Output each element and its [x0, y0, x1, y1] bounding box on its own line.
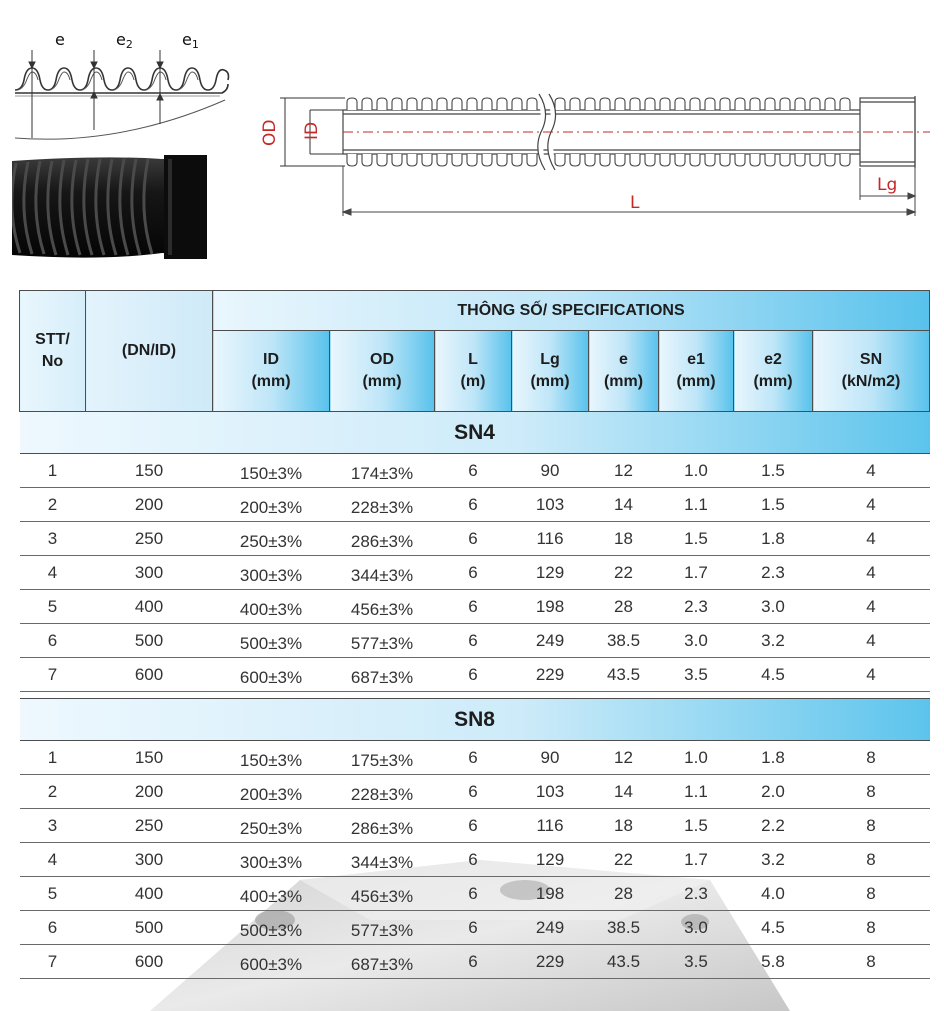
- l-label: L: [630, 193, 640, 213]
- table-cell: 250±3%: [213, 809, 330, 843]
- table-cell: 250: [86, 809, 213, 843]
- table-cell: 400: [86, 590, 213, 624]
- table-cell: 8: [813, 911, 930, 945]
- column-header-e2: [734, 331, 813, 412]
- table-cell: 4.5: [734, 658, 813, 692]
- column-header-sn: [813, 331, 930, 412]
- table-cell: 687±3%: [330, 658, 435, 692]
- corrugations-bottom: [347, 154, 850, 166]
- table-cell: 4: [813, 488, 930, 522]
- table-cell: 4: [20, 556, 86, 590]
- table-cell: 300±3%: [213, 843, 330, 877]
- table-cell: 1.8: [734, 741, 813, 775]
- column-unit: (m): [460, 373, 486, 390]
- table-row: [20, 488, 930, 522]
- table-cell: 6: [435, 843, 512, 877]
- table-cell: 14: [589, 488, 659, 522]
- table-row: [20, 624, 930, 658]
- table-cell: 18: [589, 522, 659, 556]
- column-header-od: [330, 331, 435, 412]
- table-cell: 400: [86, 877, 213, 911]
- table-cell: 3.5: [659, 945, 734, 979]
- table-cell: 3.0: [734, 590, 813, 624]
- table-cell: 600: [86, 658, 213, 692]
- table-cell: 200±3%: [213, 775, 330, 809]
- table-cell: 200±3%: [213, 488, 330, 522]
- table-cell: 7: [20, 945, 86, 979]
- table-cell: 286±3%: [330, 522, 435, 556]
- specification-table: [19, 290, 930, 979]
- table-cell: 1.0: [659, 741, 734, 775]
- table-cell: 103: [512, 775, 589, 809]
- table-cell: 577±3%: [330, 624, 435, 658]
- column-name: e1: [687, 351, 705, 368]
- table-cell: 6: [435, 488, 512, 522]
- table-cell: 229: [512, 945, 589, 979]
- table-cell: 1.5: [734, 488, 813, 522]
- table-cell: 286±3%: [330, 809, 435, 843]
- table-cell: 5.8: [734, 945, 813, 979]
- table-cell: 1: [20, 741, 86, 775]
- column-header-e: [589, 331, 659, 412]
- od-label: OD: [260, 119, 280, 146]
- column-unit: (mm): [362, 373, 402, 390]
- table-cell: 1.1: [659, 775, 734, 809]
- table-cell: 250: [86, 522, 213, 556]
- table-cell: 150: [86, 454, 213, 488]
- header-dn: (DN/ID): [86, 291, 213, 412]
- table-cell: 3: [20, 809, 86, 843]
- table-cell: 129: [512, 556, 589, 590]
- table-cell: 8: [813, 877, 930, 911]
- table-cell: 1.5: [734, 454, 813, 488]
- table-cell: 3.5: [659, 658, 734, 692]
- table-cell: 456±3%: [330, 590, 435, 624]
- table-cell: 1.5: [659, 809, 734, 843]
- table-cell: 600: [86, 945, 213, 979]
- table-cell: 300±3%: [213, 556, 330, 590]
- table-cell: 687±3%: [330, 945, 435, 979]
- table-cell: 6: [435, 809, 512, 843]
- label-e1: e1: [182, 30, 199, 51]
- table-cell: 14: [589, 775, 659, 809]
- table-cell: 1.7: [659, 556, 734, 590]
- table-row: [20, 658, 930, 692]
- table-cell: 6: [435, 741, 512, 775]
- table-cell: 2: [20, 775, 86, 809]
- table-cell: 2.3: [734, 556, 813, 590]
- table-cell: 4.0: [734, 877, 813, 911]
- column-header-lg: [512, 331, 589, 412]
- header-stt-line1: STT/: [35, 331, 70, 348]
- column-header-id: [213, 331, 330, 412]
- table-cell: 3.2: [734, 624, 813, 658]
- table-cell: 2.3: [659, 877, 734, 911]
- table-cell: 6: [435, 877, 512, 911]
- table-cell: 6: [20, 624, 86, 658]
- table-cell: 5: [20, 590, 86, 624]
- column-name: OD: [370, 351, 394, 368]
- table-cell: 198: [512, 590, 589, 624]
- group-title: SN4: [20, 412, 930, 454]
- header-specifications: THÔNG SỐ/ SPECIFICATIONS: [213, 291, 930, 331]
- lg-label: Lg: [877, 175, 898, 195]
- table-cell: 43.5: [589, 658, 659, 692]
- table-cell: 6: [435, 590, 512, 624]
- table-cell: 600±3%: [213, 945, 330, 979]
- table-cell: 600±3%: [213, 658, 330, 692]
- column-name: ID: [263, 351, 279, 368]
- column-unit: (kN/m2): [841, 373, 901, 390]
- table-cell: 1.1: [659, 488, 734, 522]
- table-cell: 103: [512, 488, 589, 522]
- table-cell: 8: [813, 775, 930, 809]
- table-cell: 400±3%: [213, 877, 330, 911]
- table-cell: 6: [435, 624, 512, 658]
- table-cell: 3: [20, 522, 86, 556]
- table-row: [20, 522, 930, 556]
- table-row: [20, 454, 930, 488]
- header-row-1: [20, 291, 930, 331]
- table-cell: 6: [435, 658, 512, 692]
- table-cell: 6: [435, 454, 512, 488]
- table-cell: 1.7: [659, 843, 734, 877]
- corrugations-top: [347, 98, 850, 110]
- table-cell: 200: [86, 488, 213, 522]
- table-cell: 4: [813, 590, 930, 624]
- table-cell: 4: [813, 556, 930, 590]
- label-e: e: [55, 30, 65, 49]
- table-cell: 500±3%: [213, 624, 330, 658]
- header-stt-line2: No: [41, 353, 64, 370]
- table-cell: 500±3%: [213, 911, 330, 945]
- table-cell: 3.0: [659, 911, 734, 945]
- table-row: [20, 556, 930, 590]
- table-row: [20, 945, 930, 979]
- table-cell: 129: [512, 843, 589, 877]
- column-name: e: [619, 351, 628, 368]
- table-cell: 6: [435, 775, 512, 809]
- header-stt: [20, 291, 86, 412]
- table-cell: 90: [512, 454, 589, 488]
- table-cell: 43.5: [589, 945, 659, 979]
- table-cell: 4: [20, 843, 86, 877]
- column-unit: (mm): [603, 373, 644, 390]
- table-cell: 198: [512, 877, 589, 911]
- table-cell: 228±3%: [330, 775, 435, 809]
- table-cell: 400±3%: [213, 590, 330, 624]
- table-cell: 6: [435, 945, 512, 979]
- table-cell: 3.2: [734, 843, 813, 877]
- table-row: [20, 809, 930, 843]
- table-row: [20, 911, 930, 945]
- table-cell: 249: [512, 624, 589, 658]
- table-cell: 4: [813, 658, 930, 692]
- table-row: [20, 741, 930, 775]
- column-name: L: [468, 351, 478, 368]
- table-cell: 229: [512, 658, 589, 692]
- group-spacer: [20, 692, 930, 699]
- table-cell: 4: [813, 522, 930, 556]
- table-cell: 5: [20, 877, 86, 911]
- table-cell: 150±3%: [213, 741, 330, 775]
- table-cell: 116: [512, 522, 589, 556]
- table-cell: 28: [589, 590, 659, 624]
- table-cell: 12: [589, 454, 659, 488]
- table-cell: 116: [512, 809, 589, 843]
- group-title: SN8: [20, 699, 930, 741]
- table-cell: 4.5: [734, 911, 813, 945]
- table-cell: 8: [813, 741, 930, 775]
- table-cell: 344±3%: [330, 556, 435, 590]
- table-cell: 38.5: [589, 624, 659, 658]
- table-cell: 8: [813, 945, 930, 979]
- column-header-e1: [659, 331, 734, 412]
- table-cell: 200: [86, 775, 213, 809]
- table-cell: 4: [813, 624, 930, 658]
- table-cell: 1.0: [659, 454, 734, 488]
- table-cell: 249: [512, 911, 589, 945]
- table-cell: 3.0: [659, 624, 734, 658]
- table-cell: 2.3: [659, 590, 734, 624]
- table-cell: 6: [435, 911, 512, 945]
- table-cell: 577±3%: [330, 911, 435, 945]
- table-cell: 8: [813, 809, 930, 843]
- group-header-row: [20, 412, 930, 454]
- column-unit: (mm): [530, 373, 570, 390]
- table-cell: 4: [813, 454, 930, 488]
- pipe-photo: [12, 155, 207, 260]
- table-cell: 456±3%: [330, 877, 435, 911]
- table-cell: 300: [86, 556, 213, 590]
- column-header-l: [435, 331, 512, 412]
- table-cell: 228±3%: [330, 488, 435, 522]
- table-cell: 22: [589, 843, 659, 877]
- table-row: [20, 775, 930, 809]
- table-cell: 344±3%: [330, 843, 435, 877]
- group-header-row: [20, 699, 930, 741]
- corrugation-profile-diagram: [10, 28, 235, 148]
- table-cell: 38.5: [589, 911, 659, 945]
- table-cell: 150±3%: [213, 454, 330, 488]
- table-cell: 22: [589, 556, 659, 590]
- table-cell: 300: [86, 843, 213, 877]
- id-label: ID: [302, 121, 322, 140]
- table-cell: 1.5: [659, 522, 734, 556]
- column-name: e2: [764, 351, 782, 368]
- table-cell: 18: [589, 809, 659, 843]
- column-name: SN: [859, 351, 883, 368]
- table-cell: 174±3%: [330, 454, 435, 488]
- table-cell: 1.8: [734, 522, 813, 556]
- table-cell: 6: [435, 522, 512, 556]
- table-cell: 2.0: [734, 775, 813, 809]
- table-body: [20, 412, 930, 979]
- table-row: [20, 877, 930, 911]
- pipe-technical-drawing: [255, 88, 935, 223]
- table-cell: 500: [86, 624, 213, 658]
- table-cell: 175±3%: [330, 741, 435, 775]
- table-cell: 12: [589, 741, 659, 775]
- table-cell: 7: [20, 658, 86, 692]
- spacer-cell: [20, 692, 930, 699]
- column-unit: (mm): [251, 373, 291, 390]
- table-cell: 500: [86, 911, 213, 945]
- column-name: Lg: [540, 351, 560, 368]
- table-cell: 6: [20, 911, 86, 945]
- table-cell: 250±3%: [213, 522, 330, 556]
- table-row: [20, 590, 930, 624]
- table-cell: 1: [20, 454, 86, 488]
- table-cell: 8: [813, 843, 930, 877]
- column-unit: (mm): [676, 373, 716, 390]
- table-cell: 6: [435, 556, 512, 590]
- table-cell: 28: [589, 877, 659, 911]
- column-unit: (mm): [753, 373, 793, 390]
- table-cell: 2.2: [734, 809, 813, 843]
- label-e2: e2: [116, 30, 133, 51]
- table-row: [20, 843, 930, 877]
- table-cell: 90: [512, 741, 589, 775]
- table-cell: 150: [86, 741, 213, 775]
- table-cell: 2: [20, 488, 86, 522]
